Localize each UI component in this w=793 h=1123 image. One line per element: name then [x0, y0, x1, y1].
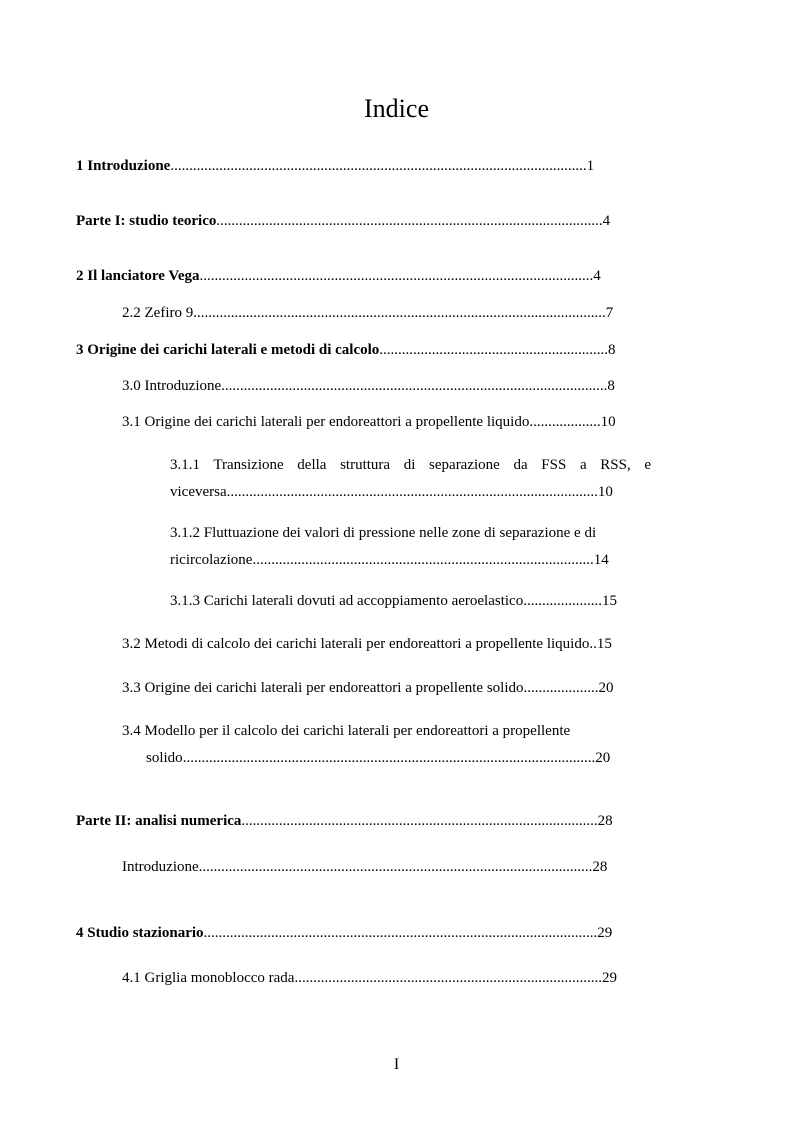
toc-page: 20: [595, 750, 611, 766]
toc-page: 14: [593, 552, 609, 568]
toc-entry-title-line1: 3.1.1 Transizione della struttura di separazione da FSS a RSS, e: [170, 457, 651, 473]
toc-leader: .........................................................................................................: [198, 859, 593, 875]
toc-page: 4: [602, 213, 611, 229]
toc-entry-title: 1 Introduzione: [76, 158, 171, 174]
toc-leader: ...........................................................................................: [252, 552, 594, 568]
toc-entry-introduzione-ii[interactable]: [122, 857, 607, 877]
toc-page: 7: [605, 305, 614, 321]
toc-leader: ..: [589, 636, 597, 652]
toc-page: 29: [597, 925, 613, 941]
toc-entry-title: 3 Origine dei carichi laterali e metodi di calcolo: [76, 342, 380, 358]
toc-entry-2-2-zefiro-9[interactable]: [122, 303, 613, 323]
toc-entry-3-1-1[interactable]: [170, 452, 651, 506]
toc-page: 28: [592, 859, 608, 875]
toc-entry-4-1[interactable]: [122, 968, 617, 988]
toc-entry-3-4[interactable]: [122, 718, 610, 772]
toc-leader: .......................................................................................................: [221, 378, 608, 394]
page-number: I: [393, 1056, 400, 1073]
toc-page: 15: [601, 593, 617, 609]
toc-entry-title: 2.2 Zefiro 9: [122, 305, 194, 321]
toc-page: 20: [598, 680, 614, 696]
toc-entry-2-lanciatore-vega[interactable]: [76, 266, 601, 286]
toc-entry-title: Parte I: studio teorico: [76, 213, 217, 229]
toc-entry-3-3[interactable]: [122, 678, 614, 698]
toc-entry-title: 2 Il lanciatore Vega: [76, 268, 200, 284]
toc-entry-title: Introduzione: [122, 859, 199, 875]
toc-leader: ..................................................................................: [294, 970, 602, 986]
toc-entry-title-line2: solido: [146, 750, 183, 766]
toc-leader: ...................: [529, 414, 601, 430]
toc-entry-title: 3.0 Introduzione: [122, 378, 222, 394]
toc-entry-title: 3.3 Origine dei carichi laterali per endoreattori a propellente solido: [122, 680, 524, 696]
toc-leader: ....................: [523, 680, 599, 696]
toc-entry-title-line1: 3.4 Modello per il calcolo dei carichi laterali per endoreattori a propellente: [122, 723, 571, 739]
toc-entry-title: Parte II: analisi numerica: [76, 813, 242, 829]
toc-entry-3-0-introduzione[interactable]: [122, 376, 615, 396]
toc-leader: ...............................................................................................................: [170, 158, 587, 174]
toc-page: 29: [601, 970, 617, 986]
toc-entry-title: 3.1 Origine dei carichi laterali per endoreattori a propellente liquido: [122, 414, 530, 430]
toc-leader: .........................................................................................................: [203, 925, 598, 941]
toc-leader: .........................................................................................................: [199, 268, 594, 284]
toc-leader: .....................: [523, 593, 602, 609]
toc-entry-3-2[interactable]: [122, 634, 612, 654]
toc-entry-title: 4.1 Griglia monoblocco rada: [122, 970, 295, 986]
toc-entry-parte-i[interactable]: [76, 211, 610, 231]
toc-entry-3-origine[interactable]: [76, 340, 616, 360]
toc-page: 10: [597, 484, 613, 500]
toc-entry-4-studio-stazionario[interactable]: [76, 923, 612, 943]
toc-entry-3-1-3[interactable]: [170, 591, 617, 611]
toc-page: 1: [586, 158, 595, 174]
toc-leader: ...................................................................................................: [226, 484, 598, 500]
toc-leader: .......................................................................................................: [216, 213, 603, 229]
toc-entry-title-line1: 3.1.2 Fluttuazione dei valori di pressione nelle zone di separazione e di: [170, 525, 597, 541]
toc-page: 15: [596, 636, 612, 652]
page-title: Indice: [364, 94, 429, 123]
toc-entry-parte-ii[interactable]: [76, 811, 613, 831]
toc-entry-title: 3.1.3 Carichi laterali dovuti ad accoppiamento aeroelastico: [170, 593, 524, 609]
toc-leader: ..............................................................................................................: [193, 305, 606, 321]
toc-page: 10: [600, 414, 616, 430]
toc-page: 8: [607, 378, 615, 394]
toc-page: 8: [608, 342, 616, 358]
toc-entry-title: 3.2 Metodi di calcolo dei carichi laterali per endoreattori a propellente liquido: [122, 636, 590, 652]
toc-page: 4: [593, 268, 601, 284]
toc-entry-3-1[interactable]: [122, 412, 616, 432]
toc-entry-1-introduzione[interactable]: [76, 156, 594, 176]
toc-leader: ...............................................................................................: [241, 813, 598, 829]
toc-entry-title-line2: ricircolazione: [170, 552, 253, 568]
toc-entry-3-1-2[interactable]: [170, 520, 609, 574]
toc-entry-title-line2: viceversa: [170, 484, 227, 500]
toc-leader: ..............................................................................................................: [182, 750, 596, 766]
toc-page: 28: [597, 813, 613, 829]
toc-leader: .............................................................: [379, 342, 609, 358]
toc-entry-title: 4 Studio stazionario: [76, 925, 204, 941]
